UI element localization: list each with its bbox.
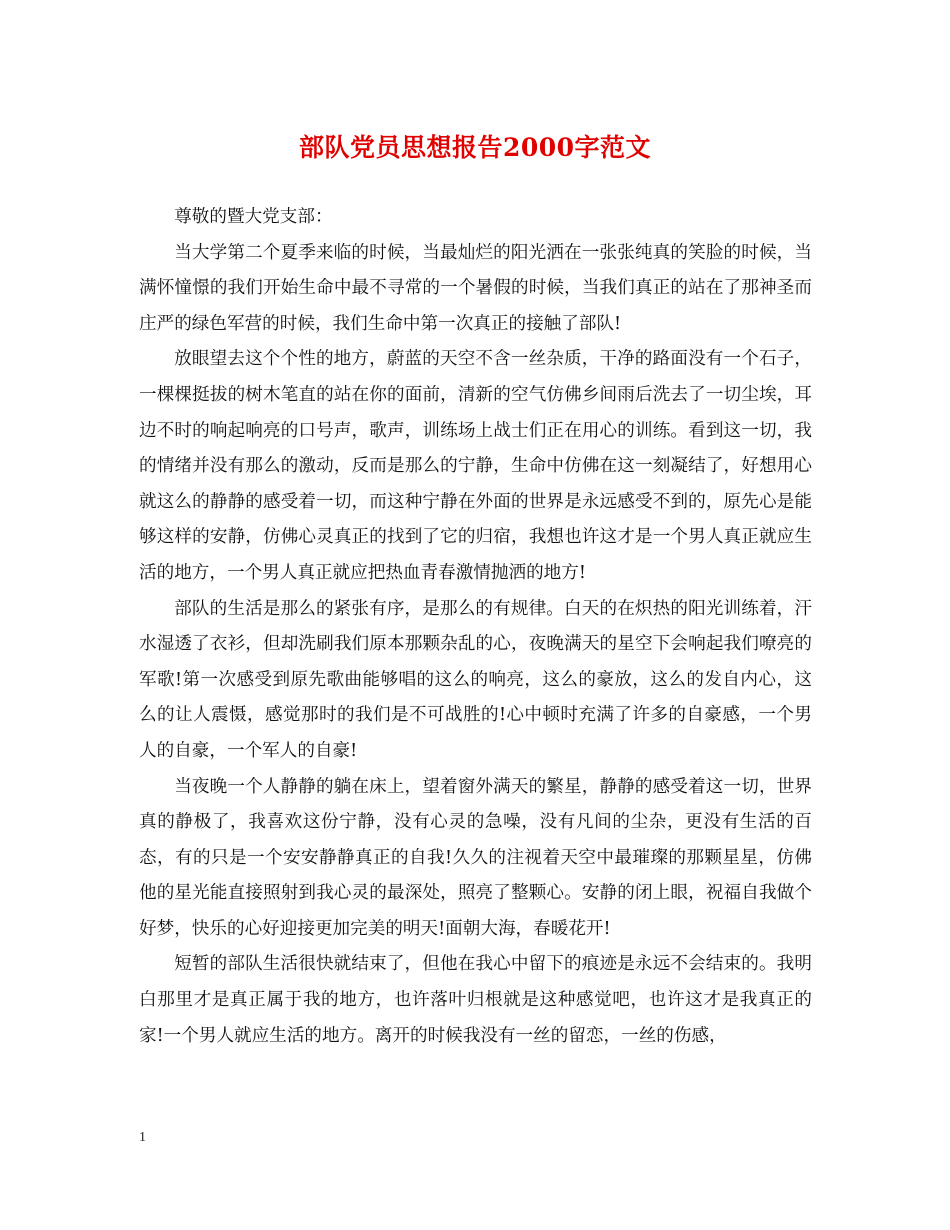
paragraph-4: 当夜晚一个人静静的躺在床上，望着窗外满天的繁星，静静的感受着这一切，世界真的静极了，我喜欢这份宁静，没有心灵的急噪，没有凡间的尘杂，更没有生活的百态，有的只是一个安安静静真正的自我!久久的注视着天空中最璀璨的那颗星星，仿佛他的星光能直接照射到我心灵的最深处，照亮了整颗心。安静的闭上眼，祝福自我做个好梦，快乐的心好迎接更加完美的明天!面朝大海，春暖花开! <box>139 776 812 939</box>
paragraph-5: 短暂的部队生活很快就结束了，但他在我心中留下的痕迹是永远不会结束的。我明白那里才是真正属于我的地方，也许落叶归根就是这种感觉吧，也许这才是我真正的家!一个男人就应生活的地方。离开的时候我没有一丝的留恋，一丝的伤感， <box>139 954 812 1046</box>
document-title: 部队党员思想报告2000字范文 <box>298 133 652 162</box>
document-body <box>139 200 812 1054</box>
page-number: 1 <box>139 1130 146 1145</box>
paragraph-3: 部队的生活是那么的紧张有序，是那么的有规律。白天的在炽热的阳光训练着，汗水湿透了衣衫，但却洗刷我们原本那颗杂乱的心，夜晚满天的星空下会响起我们嘹亮的军歌!第一次感受到原先歌曲能够唱的这么的响亮，这么的豪放，这么的发自内心，这么的让人震慑，感觉那时的我们是不可战胜的!心中顿时充满了许多的自豪感，一个男人的自豪，一个军人的自豪! <box>139 598 812 761</box>
paragraph-2: 放眼望去这个个性的地方，蔚蓝的天空不含一丝杂质，干净的路面没有一个石子，一棵棵挺拔的树木笔直的站在你的面前，清新的空气仿佛乡间雨后洗去了一切尘埃，耳边不时的响起响亮的口号声，歌声，训练场上战士们正在用心的训练。看到这一切，我的情绪并没有那么的激动，反而是那么的宁静，生命中仿佛在这一刻凝结了，好想用心就这么的静静的感受着一切，而这种宁静在外面的世界是永远感受不到的，原先心是能够这样的安静，仿佛心灵真正的找到了它的归宿，我想也许这才是一个男人真正就应生活的地方，一个男人真正就应把热血青春激情抛洒的地方! <box>139 349 812 583</box>
salutation: 尊敬的暨大党支部： <box>174 207 333 227</box>
paragraph-1: 当大学第二个夏季来临的时候，当最灿烂的阳光洒在一张张纯真的笑脸的时候，当满怀憧憬的我们开始生命中最不寻常的一个暑假的时候，当我们真正的站在了那神圣而庄严的绿色军营的时候，我们生命中第一次真正的接触了部队! <box>139 242 812 334</box>
